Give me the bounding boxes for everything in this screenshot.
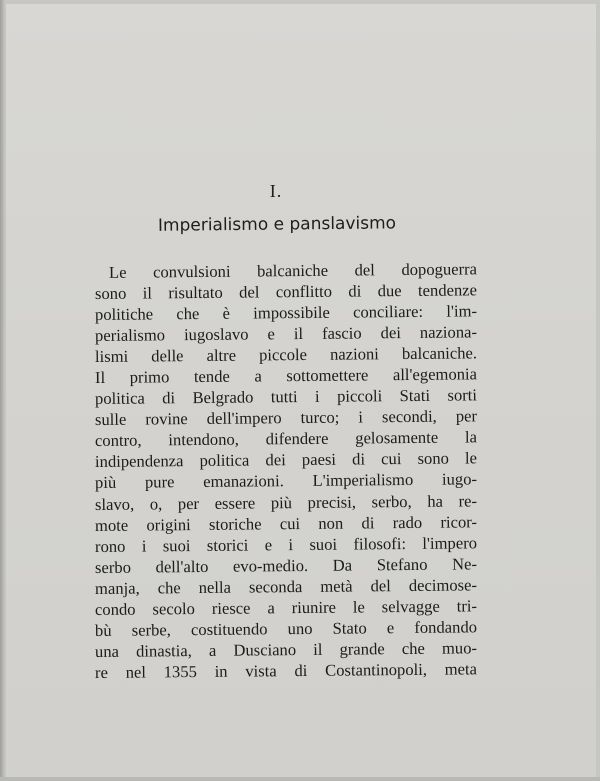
chapter-number: I. bbox=[269, 181, 283, 201]
text-line: Le convulsioni balcaniche del dopoguerra bbox=[108, 259, 478, 282]
text-line: perialismo iugoslavo e il fascio dei naziona- bbox=[94, 322, 478, 346]
book-page bbox=[6, 4, 596, 777]
chapter-body-text bbox=[94, 259, 478, 683]
page-bottom-edge bbox=[0, 777, 600, 781]
text-line: lismi delle altre piccole nazioni balcaniche. bbox=[94, 343, 478, 367]
text-line: contro, intendono, difendere gelosamente la bbox=[94, 427, 478, 451]
chapter-title: Imperialismo e panslavismo bbox=[157, 213, 397, 236]
text-line: indipendenza politica dei paesi di cui sono le bbox=[94, 448, 478, 472]
text-line: politiche che è impossibile conciliare: l'im- bbox=[94, 301, 478, 325]
page-gutter-shadow bbox=[0, 0, 5, 781]
text-line: rono i suoi storici e i suoi filosofi: l'impero bbox=[94, 532, 478, 556]
text-line: condo secolo riesce a riunire le selvagge tri- bbox=[94, 596, 478, 619]
text-line: manja, che nella seconda metà del decimose- bbox=[94, 575, 478, 598]
text-line: sono il risultato del conflitto di due tendenze bbox=[94, 280, 478, 304]
text-line: serbo dell'alto evo-medio. Da Stefano Ne- bbox=[94, 553, 478, 577]
text-line: Il primo tende a sottomettere all'egemonia bbox=[94, 364, 478, 388]
text-line: politica di Belgrado tutti i piccoli Stati sorti bbox=[94, 385, 478, 409]
text-line: sulle rovine dell'impero turco; i secondi, per bbox=[94, 406, 478, 430]
text-line: più pure emanazioni. L'imperialismo iugo- bbox=[94, 469, 478, 493]
text-line: re nel 1355 in vista di Costantinopoli, meta bbox=[94, 659, 478, 682]
text-line: una dinastia, a Dusciano il grande che muo- bbox=[94, 638, 478, 661]
text-line: mote origini storiche cui non di rado ricor- bbox=[94, 511, 478, 535]
text-line: slavo, o, per essere più precisi, serbo, ha re- bbox=[94, 490, 478, 514]
text-line: bù serbe, costituendo uno Stato e fondando bbox=[94, 617, 478, 640]
